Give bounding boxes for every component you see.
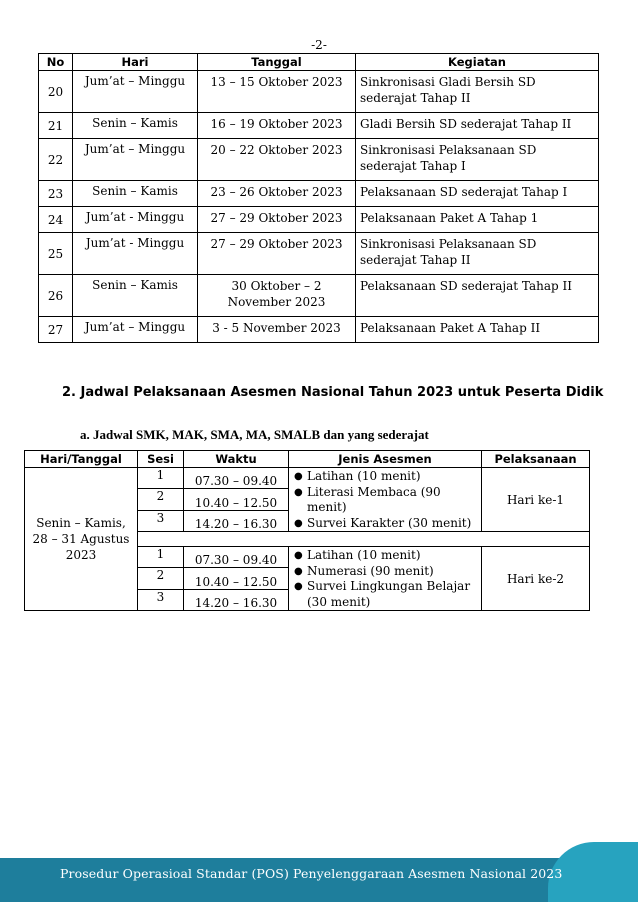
list-item: ● Literasi Membaca (90 menit) [305, 485, 477, 516]
cell-hari: Jum’at – Minggu [73, 139, 198, 181]
cell-no: 22 [39, 139, 73, 181]
jenis-asesmen-cell [289, 547, 482, 611]
cell-hari: Jum’at - Minggu [73, 207, 198, 233]
cell-hari: Senin – Kamis [73, 113, 198, 139]
header-pelaksanaan: Pelaksanaan [482, 451, 590, 468]
table-row [39, 317, 599, 343]
schedule-table-sma [24, 450, 590, 611]
cell-kegiatan: Sinkronisasi Pelaksanaan SD sederajat Tahap II [356, 233, 599, 275]
jenis-asesmen-cell [289, 468, 482, 532]
cell-tanggal: 23 – 26 Oktober 2023 [198, 181, 356, 207]
cell-no: 27 [39, 317, 73, 343]
cell-no: 24 [39, 207, 73, 233]
waktu-cell: 10.40 – 12.50 [184, 568, 289, 589]
page-number: -2- [311, 38, 327, 52]
cell-tanggal: 20 – 22 Oktober 2023 [198, 139, 356, 181]
waktu-cell: 07.30 – 09.40 [184, 468, 289, 489]
list-item: ● Latihan (10 menit) [305, 548, 477, 564]
header-sesi: Sesi [138, 451, 184, 468]
cell-tanggal: 16 – 19 Oktober 2023 [198, 113, 356, 139]
sesi-cell: 3 [138, 589, 184, 610]
table-row [39, 207, 599, 233]
cell-kegiatan: Gladi Bersih SD sederajat Tahap II [356, 113, 599, 139]
sesi-cell: 2 [138, 489, 184, 510]
cell-hari: Jum’at - Minggu [73, 233, 198, 275]
cell-tanggal: 30 Oktober – 2 November 2023 [198, 275, 356, 317]
list-item: ● Latihan (10 menit) [305, 469, 477, 485]
cell-hari: Jum’at – Minggu [73, 71, 198, 113]
cell-kegiatan: Pelaksanaan Paket A Tahap 1 [356, 207, 599, 233]
table-row [39, 275, 599, 317]
cell-tanggal: 13 – 15 Oktober 2023 [198, 71, 356, 113]
cell-no: 26 [39, 275, 73, 317]
sesi-cell: 1 [138, 547, 184, 568]
header-no: No [39, 54, 73, 71]
header-waktu: Waktu [184, 451, 289, 468]
footer-text: Prosedur Operasioal Standar (POS) Penyelenggaraan Asesmen Nasional 2023 [60, 866, 563, 881]
cell-kegiatan: Pelaksanaan SD sederajat Tahap II [356, 275, 599, 317]
table-row [39, 233, 599, 275]
table-row [39, 113, 599, 139]
date-cell: Senin – Kamis, 28 – 31 Agustus 2023 [25, 468, 138, 611]
header-hari: Hari [73, 54, 198, 71]
cell-tanggal: 3 - 5 November 2023 [198, 317, 356, 343]
list-item: ● Survei Lingkungan Belajar (30 menit) [305, 579, 477, 610]
header-tanggal: Tanggal [198, 54, 356, 71]
table-row [25, 468, 590, 489]
cell-hari: Jum’at – Minggu [73, 317, 198, 343]
list-item: ● Numerasi (90 menit) [305, 564, 477, 580]
pelaksanaan-cell: Hari ke-1 [482, 468, 590, 532]
subsection-heading: a. Jadwal SMK, MAK, SMA, MA, SMALB dan yang sederajat [80, 427, 429, 442]
waktu-cell: 10.40 – 12.50 [184, 489, 289, 510]
cell-no: 23 [39, 181, 73, 207]
header-kegiatan: Kegiatan [356, 54, 599, 71]
cell-hari: Senin – Kamis [73, 181, 198, 207]
sesi-cell: 1 [138, 468, 184, 489]
cell-kegiatan: Pelaksanaan Paket A Tahap II [356, 317, 599, 343]
cell-no: 20 [39, 71, 73, 113]
table-row [39, 181, 599, 207]
table-header-row [39, 54, 599, 71]
cell-no: 21 [39, 113, 73, 139]
schedule-table-sd [38, 53, 599, 343]
table-row [39, 71, 599, 113]
table-header-row [25, 451, 590, 468]
sesi-cell: 2 [138, 568, 184, 589]
cell-kegiatan: Sinkronisasi Pelaksanaan SD sederajat Tahap I [356, 139, 599, 181]
sesi-cell: 3 [138, 510, 184, 531]
header-hari-tanggal: Hari/Tanggal [25, 451, 138, 468]
waktu-cell: 14.20 – 16.30 [184, 589, 289, 610]
header-jenis-asesmen: Jenis Asesmen [289, 451, 482, 468]
section-heading: 2. Jadwal Pelaksanaan Asesmen Nasional Tahun 2023 untuk Peserta Didik [62, 385, 604, 400]
waktu-cell: 07.30 – 09.40 [184, 547, 289, 568]
list-item: ● Survei Karakter (30 menit) [305, 516, 477, 532]
spacer-cell [138, 532, 590, 547]
cell-hari: Senin – Kamis [73, 275, 198, 317]
waktu-cell: 14.20 – 16.30 [184, 510, 289, 531]
cell-kegiatan: Sinkronisasi Gladi Bersih SD sederajat Tahap II [356, 71, 599, 113]
cell-kegiatan: Pelaksanaan SD sederajat Tahap I [356, 181, 599, 207]
cell-tanggal: 27 – 29 Oktober 2023 [198, 207, 356, 233]
pelaksanaan-cell: Hari ke-2 [482, 547, 590, 611]
cell-tanggal: 27 – 29 Oktober 2023 [198, 233, 356, 275]
table-row [39, 139, 599, 181]
cell-no: 25 [39, 233, 73, 275]
